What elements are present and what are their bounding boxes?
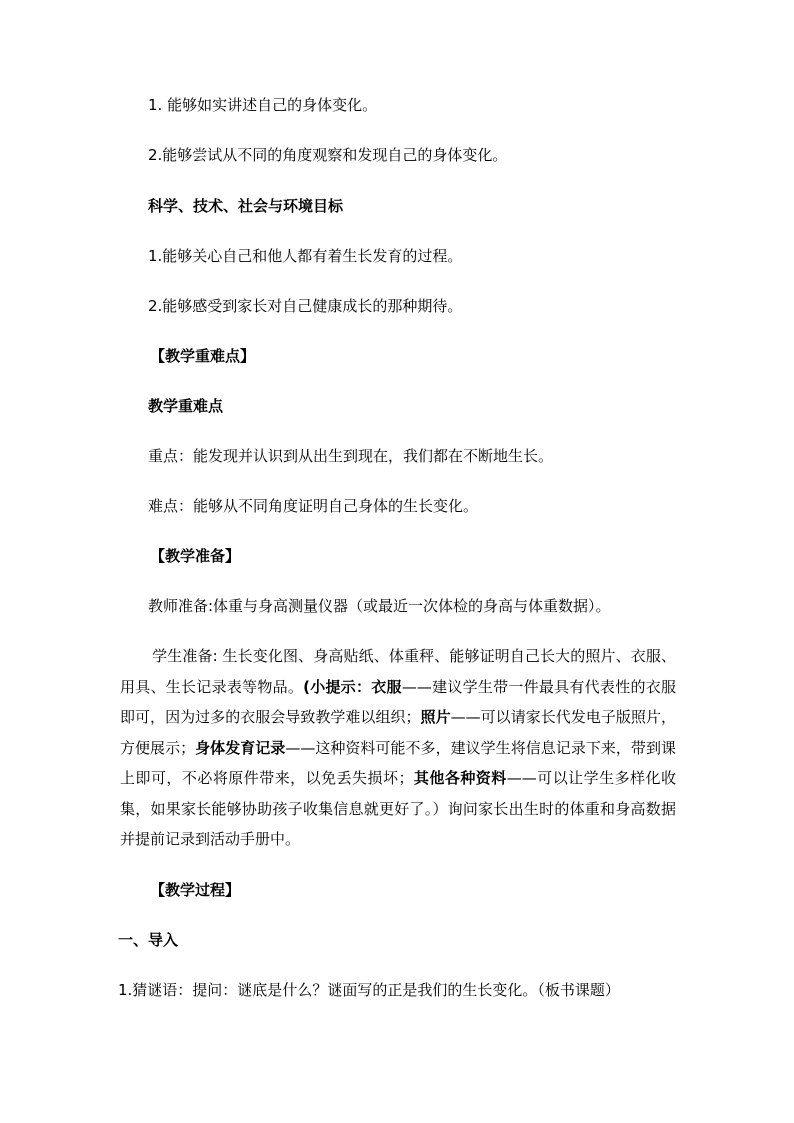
science-goal-1: 1.能够关心自己和他人都有着生长发育的过程。	[148, 247, 463, 265]
ability-goal-1: 1. 能够如实讲述自己的身体变化。	[148, 96, 378, 114]
difficult-point-text: 难点：能够从不同角度证明自己身体的生长变化。	[148, 497, 479, 515]
photo-label: 照片	[420, 708, 451, 726]
process-heading: 【教学过程】	[150, 881, 241, 899]
key-points-heading: 教学重难点	[148, 397, 224, 415]
other-materials-text: ——可以让学生多样化收集，如果家长能够协助孩子收集信息就更好了。）询问家长出生时的体重和身高数据并提前记录到活动手册中。	[120, 769, 676, 848]
science-goal-2: 2.能够感受到家长对自己健康成长的那种期待。	[148, 297, 463, 315]
ability-goal-2: 2.能够尝试从不同的角度观察和发现自己的身体变化。	[148, 146, 508, 164]
teacher-preparation: 教师准备:体重与身高测量仪器（或最近一次体检的身高与体重数据）。	[148, 597, 611, 615]
clothes-label: 衣服	[371, 677, 402, 696]
preparation-heading: 【教学准备】	[150, 547, 241, 565]
photo-text: ——可以请家长代发电子版照片，方便展示；	[120, 708, 676, 757]
student-prep-text: 学生准备: 生长变化图、身高贴纸、体重秤、能够证明自己长大的照片、衣服、用具、生长记录表等物品。	[120, 647, 676, 696]
riddle-item: 1.猜谜语：提问：谜底是什么？谜面写的正是我们的生长变化。（板书课题）	[118, 981, 620, 999]
key-point-text: 重点：能发现并认识到从出生到现在，我们都在不断地生长。	[148, 447, 554, 465]
clothes-text: ——建议学生带一件最具有代表性的衣服即可，因为过多的衣服会导致教学难以组织；	[120, 677, 676, 726]
key-points-bracket-heading: 【教学重难点】	[150, 347, 256, 365]
record-text: ——这种资料可能不多，建议学生将信息记录下来，带到课上即可，不必将原件带来，以免丢失损坏；	[120, 738, 676, 787]
other-materials-label: 其他各种资料	[413, 769, 507, 787]
science-goals-heading: 科学、技术、社会与环境目标	[148, 197, 344, 215]
record-label: 身体发育记录	[195, 738, 286, 757]
tip-label: (小提示：	[303, 677, 372, 696]
student-preparation-paragraph	[120, 641, 676, 855]
section-one-heading: 一、导入	[118, 931, 179, 949]
